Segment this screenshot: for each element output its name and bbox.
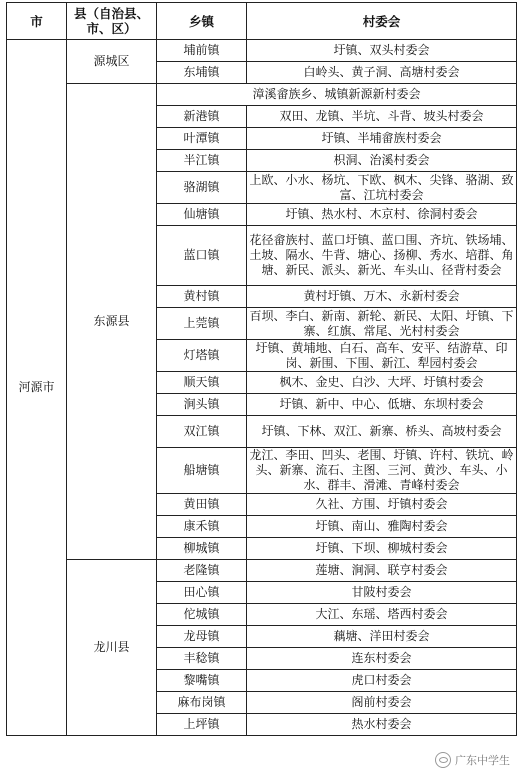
- village-cell: 圩镇、下林、双江、新寨、桥头、高坡村委会: [247, 416, 517, 448]
- header-town: 乡镇: [157, 3, 247, 40]
- county-cell: 源城区: [67, 40, 157, 84]
- city-cell: 河源市: [7, 40, 67, 736]
- town-cell: 柳城镇: [157, 538, 247, 560]
- village-cell: 圩镇、下坝、柳城村委会: [247, 538, 517, 560]
- table-row: [7, 560, 517, 582]
- village-cell: 黄村圩镇、万木、永新村委会: [247, 286, 517, 308]
- town-cell: 东埔镇: [157, 62, 247, 84]
- town-cell: 灯塔镇: [157, 340, 247, 372]
- town-cell: 麻布岗镇: [157, 692, 247, 714]
- town-cell: 叶潭镇: [157, 128, 247, 150]
- village-cell: 圩镇、半埔畲族村委会: [247, 128, 517, 150]
- village-cell: 圩镇、南山、雅陶村委会: [247, 516, 517, 538]
- town-cell: 上坪镇: [157, 714, 247, 736]
- town-cell: 涧头镇: [157, 394, 247, 416]
- town-cell: 仙塘镇: [157, 204, 247, 226]
- town-cell: 骆湖镇: [157, 172, 247, 204]
- town-cell: 黄村镇: [157, 286, 247, 308]
- village-cell: 上欧、小水、杨坑、下欧、枫木、尖锋、骆湖、致富、江坑村委会: [247, 172, 517, 204]
- village-cell: 圩镇、热水村、木京村、徐洞村委会: [247, 204, 517, 226]
- town-cell: 康禾镇: [157, 516, 247, 538]
- village-cell: 漳溪畲族乡、城镇新源新村委会: [157, 84, 517, 106]
- header-village: 村委会: [247, 3, 517, 40]
- village-cell: 藕塘、洋田村委会: [247, 626, 517, 648]
- village-cell: 龙江、李田、凹头、老围、圩镇、许村、铁坑、岭头、新寨、流石、主图、三河、黄沙、车头、小水、群丰、滑滩、青峰村委会: [247, 448, 517, 494]
- town-cell: 佗城镇: [157, 604, 247, 626]
- village-cell: 莲塘、涧洞、联亨村委会: [247, 560, 517, 582]
- town-cell: 黄田镇: [157, 494, 247, 516]
- county-cell: 东源县: [67, 84, 157, 560]
- village-cell: 白岭头、黄子洞、高塘村委会: [247, 62, 517, 84]
- village-cell: 花径畲族村、蓝口圩镇、蓝口围、齐坑、铁场埔、土坡、隔水、牛背、塘心、扬柳、秀水、培群、角塘、新民、派头、新光、车头山、径背村委会: [247, 226, 517, 286]
- town-cell: 新港镇: [157, 106, 247, 128]
- town-cell: 黎嘴镇: [157, 670, 247, 692]
- village-cell: 枳洞、治溪村委会: [247, 150, 517, 172]
- town-cell: 半江镇: [157, 150, 247, 172]
- town-cell: 船塘镇: [157, 448, 247, 494]
- table-row: [7, 84, 517, 106]
- village-cell: 双田、龙镇、半坑、斗背、坡头村委会: [247, 106, 517, 128]
- watermark-text: 广东中学生: [455, 754, 510, 767]
- town-cell: 双江镇: [157, 416, 247, 448]
- village-cell: 枫木、金史、白沙、大坪、圩镇村委会: [247, 372, 517, 394]
- village-cell: 热水村委会: [247, 714, 517, 736]
- village-cell: 圩镇、新中、中心、低塘、东坝村委会: [247, 394, 517, 416]
- header-row: [7, 3, 517, 40]
- town-cell: 顺天镇: [157, 372, 247, 394]
- town-cell: 老隆镇: [157, 560, 247, 582]
- town-cell: 龙母镇: [157, 626, 247, 648]
- village-cell: 连东村委会: [247, 648, 517, 670]
- town-cell: 埔前镇: [157, 40, 247, 62]
- village-cell: 百坝、李白、新南、新轮、新民、太阳、圩镇、下寨、红旗、常尾、光村村委会: [247, 308, 517, 340]
- wechat-icon: [435, 752, 451, 768]
- village-cell: 圩镇、黄埔地、白石、高车、安平、结游草、印岗、新围、下围、新江、犁园村委会: [247, 340, 517, 372]
- header-county: 县（自治县、市、区）: [67, 3, 157, 40]
- table-body: [7, 40, 517, 736]
- watermark: [435, 752, 510, 768]
- header-city: 市: [7, 3, 67, 40]
- town-cell: 田心镇: [157, 582, 247, 604]
- village-cell: 虎口村委会: [247, 670, 517, 692]
- county-cell: 龙川县: [67, 560, 157, 736]
- village-cell: 大江、东瑶、塔西村委会: [247, 604, 517, 626]
- town-cell: 上莞镇: [157, 308, 247, 340]
- table-row: [7, 40, 517, 62]
- village-cell: 甘陂村委会: [247, 582, 517, 604]
- village-cell: 久社、方围、圩镇村委会: [247, 494, 517, 516]
- town-cell: 丰稔镇: [157, 648, 247, 670]
- village-cell: 阁前村委会: [247, 692, 517, 714]
- town-cell: 蓝口镇: [157, 226, 247, 286]
- village-cell: 圩镇、双头村委会: [247, 40, 517, 62]
- village-table: [6, 2, 517, 736]
